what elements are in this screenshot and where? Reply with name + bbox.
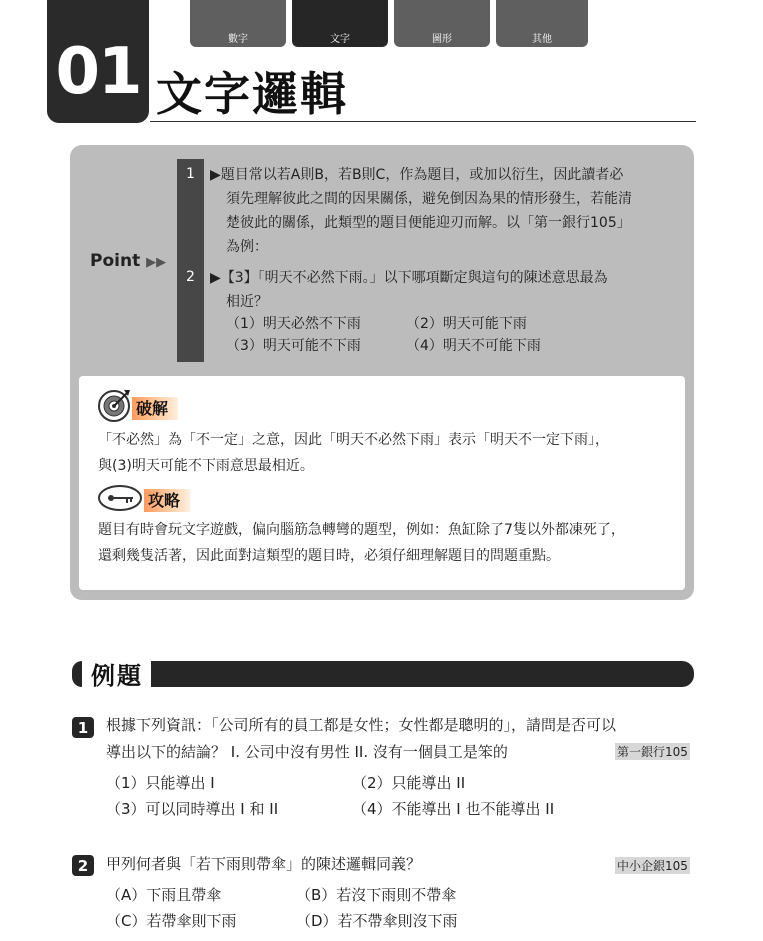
point-item-1 bbox=[210, 163, 690, 259]
point-item-number: 1 bbox=[186, 166, 195, 182]
question-2-text bbox=[106, 851, 606, 878]
tab-label: 圖形 bbox=[432, 34, 452, 45]
tab-text[interactable] bbox=[292, 0, 388, 47]
option-text: （3）明天可能不下雨 bbox=[226, 338, 361, 354]
strategy-text bbox=[98, 517, 678, 569]
source-badge: 中小企銀105 bbox=[617, 859, 688, 873]
option-text[interactable]: （3）可以同時導出 I 和 II bbox=[106, 800, 279, 818]
tab-others[interactable] bbox=[496, 0, 588, 47]
point-label bbox=[90, 251, 166, 271]
double-arrow-icon: ▶▶ bbox=[146, 255, 167, 270]
solution-text bbox=[98, 427, 678, 479]
tab-label: 文字 bbox=[330, 34, 350, 45]
strategy-heading bbox=[144, 488, 190, 511]
tab-label: 數字 bbox=[228, 34, 248, 45]
text-line: 「不必然」為「不一定」之意，因此「明天不必然下雨」表示「明天不一定下雨」， bbox=[98, 432, 609, 448]
option-text[interactable]: （D）若不帶傘則沒下雨 bbox=[296, 912, 458, 930]
option-text: （1）明天必然不下雨 bbox=[226, 316, 361, 332]
option-text: （4）明天不可能下雨 bbox=[406, 338, 541, 354]
text-line: 根據下列資訊：「公司所有的員工都是女性；女性都是聰明的」，請問是否可以 bbox=[106, 716, 617, 734]
option-text[interactable]: （B）若沒下雨則不帶傘 bbox=[296, 886, 457, 904]
point-item-2 bbox=[210, 266, 690, 314]
option-text[interactable]: （C）若帶傘則下雨 bbox=[106, 912, 237, 930]
examples-header bbox=[72, 661, 694, 690]
examples-title: 例題 bbox=[91, 662, 143, 690]
source-badge: 第一銀行105 bbox=[617, 745, 688, 759]
point-label-text: Point bbox=[90, 251, 141, 271]
header-pill-right bbox=[151, 661, 694, 687]
point-item-number: 2 bbox=[186, 269, 195, 285]
strategy-heading-text: 攻略 bbox=[144, 489, 190, 512]
option-text[interactable]: （A）下雨且帶傘 bbox=[106, 886, 222, 904]
text-line: 甲列何者與「若下雨則帶傘」的陳述邏輯同義？ bbox=[106, 855, 422, 873]
option-text[interactable]: （4）不能導出 I 也不能導出 II bbox=[352, 800, 555, 818]
option-text: （2）明天可能下雨 bbox=[406, 316, 527, 332]
header-pill-left bbox=[72, 661, 82, 687]
key-icon bbox=[97, 484, 143, 516]
option-text[interactable]: （2）只能導出 II bbox=[352, 774, 466, 792]
question-number: 1 bbox=[72, 717, 94, 738]
text-line: 與(3)明天可能不下雨意思最相近。 bbox=[98, 458, 314, 474]
text-line: 導出以下的結論？ I. 公司中沒有男性 II. 沒有一個員工是笨的 bbox=[106, 743, 508, 761]
text-line: 相近？ bbox=[226, 294, 268, 310]
text-line: 題目有時會玩文字遊戲，偏向腦筋急轉彎的題型，例如：魚缸除了7隻以外都凍死了， bbox=[98, 522, 625, 538]
chapter-number: 01 bbox=[47, 0, 149, 123]
title-divider bbox=[150, 121, 696, 122]
text-line: ▶【3】「明天不必然下雨。」以下哪項斷定與這句的陳述意思最為 bbox=[210, 270, 608, 286]
chapter-title: 文字邏輯 bbox=[156, 67, 348, 121]
option-text[interactable]: （1）只能導出 I bbox=[106, 774, 215, 792]
point-number-bar bbox=[177, 159, 204, 362]
text-line: 須先理解彼此之間的因果關係，避免倒因為果的情形發生，若能清 bbox=[226, 191, 632, 207]
tab-numbers[interactable] bbox=[190, 0, 286, 47]
target-icon bbox=[97, 388, 131, 426]
tab-figures[interactable] bbox=[394, 0, 490, 47]
solution-heading-text: 破解 bbox=[132, 397, 178, 420]
text-line: ▶題目常以若A則B，若B則C，作為題目，或加以衍生，因此讀者必 bbox=[210, 167, 624, 183]
text-line: 楚彼此的關係，此類型的題目便能迎刃而解。以「第一銀行105」 bbox=[226, 215, 631, 231]
text-line: 為例： bbox=[226, 239, 268, 255]
tab-label: 其他 bbox=[532, 34, 552, 45]
solution-heading bbox=[132, 396, 178, 419]
text-line: 還剩幾隻活著，因此面對這類型的題目時，必須仔細理解題目的問題重點。 bbox=[98, 548, 560, 564]
question-number: 2 bbox=[72, 855, 94, 876]
